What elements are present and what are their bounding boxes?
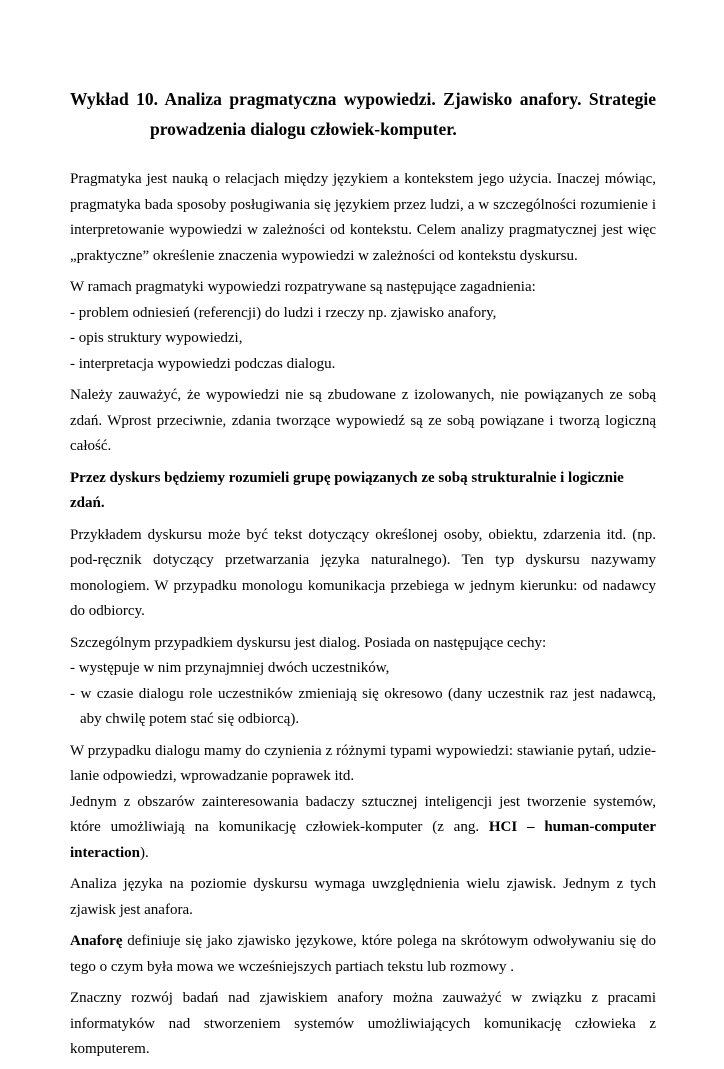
document-body bbox=[70, 167, 656, 1069]
paragraph-anaphora-research: Znaczny rozwój badań nad zjawiskiem anafory można zauważyć w związku z pracami informatyków nad stworzeniem systemów umożliwiających komunikację człowieka z komputerem. bbox=[70, 990, 656, 1057]
paragraph-discourse-analysis: Analiza języka na poziomie dyskursu wymaga uwzględnienia wielu zjawisk. Jednym z tych zjawisk jest anafora. bbox=[70, 876, 656, 918]
paragraph-utterance-coherence: Należy zauważyć, że wypowiedzi nie są zbudowane z izolowanych, nie powiązanych ze sobą zdań. Wprost przeciwnie, zdania tworzące wypowiedź są ze sobą powiązane i tworzą logiczną całość. bbox=[70, 387, 656, 454]
anaphora-term: Anaforę bbox=[70, 933, 123, 949]
dialogue-features-list bbox=[70, 631, 656, 733]
list-item: - problem odniesień (referencji) do ludzi i rzeczy np. zjawisko anafory, bbox=[70, 304, 497, 321]
list-intro: W ramach pragmatyki wypowiedzi rozpatrywane są następujące zagadnienia: bbox=[70, 279, 536, 295]
title-line-1: Wykład 10. Analiza pragmatyczna wypowiedzi. Zjawisko anafory. Strategie bbox=[70, 89, 656, 109]
anaphora-definition-text: definiuje się jako zjawisko językowe, które polega na skrótowym odwoływaniu się do tego o czym była mowa we wcześniejszych partiach tekstu lub rozmowy . bbox=[70, 933, 656, 975]
title-line-2: prowadzenia dialogu człowiek-komputer. bbox=[150, 119, 457, 139]
paragraph-hci bbox=[70, 790, 656, 867]
hci-text-pre: Jednym z obszarów zainteresowania badaczy sztucznej inteligencji jest tworzenie systemów, które umożliwiają na komunikację człowiek-komputer (z ang. bbox=[70, 793, 656, 835]
paragraph-pragmatics-definition: Pragmatyka jest nauką o relacjach między językiem a kontekstem jego użycia. Inaczej mówiąc, pragmatyka bada sposoby posługiwania się językiem przez ludzi, a w szczególności rozumienie i interpretowanie wypowiedzi w zależności od kontekstu. Celem analizy pragmatycznej jest więc „praktyczne” określenie znaczenia wypowiedzi w zależności od kontekstu dyskursu. bbox=[70, 171, 656, 264]
paragraph-anaphora-definition bbox=[70, 929, 656, 980]
paragraph-discourse-definition: Przez dyskurs będziemy rozumieli grupę powiązanych ze sobą strukturalnie i logicznie zdań. bbox=[70, 469, 624, 511]
paragraph-monologue: Przykładem dyskursu może być tekst dotyczący określonej osoby, obiektu, zdarzenia itd. (np. pod-ręcznik dotyczący przetwarzania języka naturalnego). Ten typ dyskursu nazywamy monologiem. W przypadku monologu komunikacja przebiega w jednym kierunku: od nadawcy do odbiorcy. bbox=[70, 526, 656, 619]
list-item: - interpretacja wypowiedzi podczas dialogu. bbox=[70, 355, 336, 372]
list-item: - opis struktury wypowiedzi, bbox=[70, 330, 243, 346]
paragraph-dialogue-utterances: W przypadku dialogu mamy do czynienia z różnymi typami wypowiedzi: stawianie pytań, udzie-lanie odpowiedzi, wprowadzanie poprawek itd. bbox=[70, 742, 656, 784]
pragmatics-topics-list bbox=[70, 275, 656, 377]
list-item: - występuje w nim przynajmniej dwóch uczestników, bbox=[70, 660, 390, 676]
hci-term: HCI – human-computer interaction bbox=[70, 819, 656, 861]
list-item: - w czasie dialogu role uczestników zmieniają się okresowo (dany uczestnik raz jest nadawcą, aby chwilę potem stać się odbiorcą). bbox=[70, 685, 656, 727]
list-intro: Szczególnym przypadkiem dyskursu jest dialog. Posiada on następujące cechy: bbox=[70, 634, 547, 651]
hci-text-post: ). bbox=[139, 844, 149, 861]
